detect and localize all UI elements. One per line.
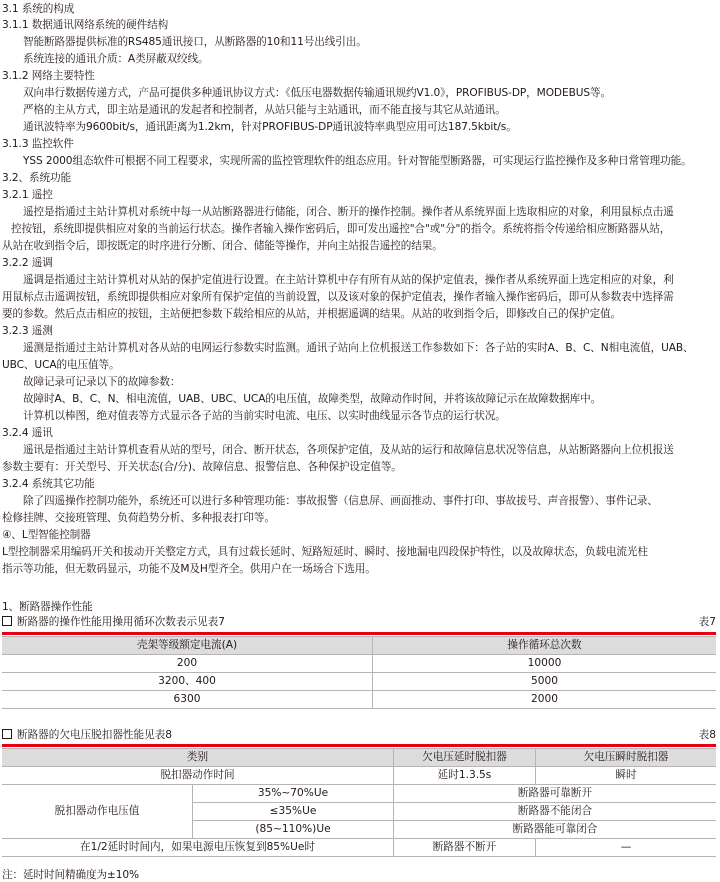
body-text-line: 3.2.4 系统其它功能 (2, 478, 95, 490)
section-title: 1、断路器操作性能 (2, 601, 93, 613)
body-text-line: 遥讯是指通过主站计算机查看从站的型号，闭合、断开状态，各项保护定值，及从站的运行和故障信息状况等信息，从站断路器向上位机报送 (23, 444, 674, 456)
body-text-line: 遥测是指通过主站计算机对各从站的电网运行参数实时监测。通讯子站向上位机报送工作参数如下：各子站的实时A、B、C、N相电流值，UAB、 (23, 342, 694, 354)
table8-number: 表8 (698, 729, 716, 741)
table-cell: 脱扣器动作电压值 (2, 785, 193, 839)
table-cell: 2000 (373, 691, 717, 709)
body-text-line: 用鼠标点击遥调按钮，系统即提供相应对象所有保护定值的当前设置，以及该对象的保护定值表，操作者输入操作密码后，即可从参数表中选择需 (2, 291, 674, 303)
table-row (2, 839, 716, 857)
table-row (2, 655, 716, 673)
body-text-line: 控按钮，系统即提供相应对象的当前运行状态。操作者输入操作密码后，即可发出遥控"合"或"分"的指令。系统将指令传递给相应断路器从站， (11, 223, 671, 235)
body-text-line: 智能断路器提供标准的RS485通讯接口，从断路器的10和11号出线引出。 (23, 36, 367, 48)
table-header-cell: 操作循环总次数 (373, 637, 717, 655)
table-cell: 5000 (373, 673, 717, 691)
table-header-row (2, 637, 716, 655)
table-cell: 在1/2延时时间内，如果电源电压恢复到85%Ue时 (2, 839, 394, 857)
checkbox-square-icon (2, 616, 12, 626)
table8-caption: 断路器的欠电压脱扣器性能见表8 (17, 729, 173, 741)
table-cell: ≤35%Ue (193, 803, 394, 821)
table-header-cell: 欠电压瞬时脱扣器 (536, 749, 717, 767)
body-text-line: 要的参数。然后点击相应的按钮，主站便把参数下载给相应的从站，并根据遥调的结果。从站的收到指令后，即修改自己的保护定值。 (2, 308, 622, 320)
table7-caption-row (2, 615, 716, 629)
table7 (2, 636, 716, 709)
table-row (2, 785, 716, 803)
body-text-line: 故障记录可记录以下的故障参数： (23, 376, 181, 388)
body-text-line: 检修挂牌、交接班管理、负荷趋势分析、多种报表打印等。 (2, 512, 275, 524)
table-row (2, 691, 716, 709)
body-text-line: 3.1.1 数据通讯网络系统的硬件结构 (2, 19, 169, 31)
body-text-line: L型控制器采用编码开关和拔动开关整定方式，具有过载长延时、短路短延时、瞬时、接地漏电四段保护特性，以及故障状态，负载电流光柱 (2, 546, 648, 558)
body-text-line: 3.2.3 遥测 (2, 325, 53, 337)
body-text-line: 系统连接的通讯介质：A类屏蔽双绞线。 (23, 53, 209, 65)
table-cell: 断路器不断开 (394, 839, 536, 857)
table-header-cell: 欠电压延时脱扣器 (394, 749, 536, 767)
body-text-line: 从站在收到指令后，即按既定的时序进行分断、闭合、储能等操作，并向主站报告遥控的结果。 (2, 240, 443, 252)
table-cell: 瞬时 (536, 767, 717, 785)
table-header-cell: 类别 (2, 749, 394, 767)
table-header-row (2, 749, 716, 767)
body-text-line: 故障时A、B、C、N、相电流值，UAB、UBC、UCA的电压值，故障类型，故障动作时间，并将该故障记示在故障数据库中。 (23, 393, 602, 405)
body-text-line: 遥控是指通过主站计算机对系统中每一从站断路器进行储能，闭合、断开的操作控制。操作者从系统界面上选取相应的对象，利用鼠标点击遥 (23, 206, 674, 218)
body-text-line: 3.1.3 监控软件 (2, 138, 74, 150)
body-text-line: 严格的主从方式，即主站是通讯的发起者和控制者，从站只能与主站通讯，而不能直接与其它从站通讯。 (23, 104, 506, 116)
table-header-cell: 壳架等级额定电流(A) (2, 637, 373, 655)
body-text-line: 除了四遥操作控制功能外，系统还可以进行多种管理功能：事故报警（信息屏、画面推动、事件打印、事故拔号、声音报警）、事件记录、 (23, 495, 658, 507)
table7-caption: 断路器的操作性能用操用循环次数表示见表7 (17, 616, 226, 628)
table-cell: (85~110%)Ue (193, 821, 394, 839)
table-cell: 200 (2, 655, 373, 673)
body-text-line: 计算机以棒图，绝对值表等方式显示各子站的当前实时电流、电压、以实时曲线显示各节点的运行状况。 (23, 410, 506, 422)
table-cell: 35%~70%Ue (193, 785, 394, 803)
table7-number: 表7 (698, 616, 716, 628)
table8-red-rule (2, 744, 716, 747)
table-cell: 脱扣器动作时间 (2, 767, 394, 785)
table-cell: 3200、400 (2, 673, 373, 691)
table8 (2, 748, 716, 857)
body-text-line: ④、L型智能控制器 (2, 529, 91, 541)
body-text-line: YSS 2000组态软件可根据不同工程要求，实现所需的监控管理软件的组态应用。针对智能型断路器，可实现运行监控操作及多种日常管理功能。 (23, 155, 692, 167)
body-text-line: 3.2、系统功能 (2, 172, 72, 184)
body-text-line: UBC、UCA的电压值等。 (2, 359, 120, 371)
table-cell: — (536, 839, 717, 857)
body-text-line: 3.1.2 网络主要特性 (2, 70, 95, 82)
table-cell: 10000 (373, 655, 717, 673)
table-row (2, 673, 716, 691)
table-cell: 断路器可靠断开 (394, 785, 717, 803)
body-text-line: 双向串行数据传递方式，产品可提供多种通讯协议方式：《低压电器数据传输通讯规约V1.0》，PROFIBUS-DP，MODEBUS等。 (23, 87, 612, 99)
table7-red-rule (2, 632, 716, 635)
body-text-line: 3.2.2 遥调 (2, 257, 53, 269)
table-row (2, 767, 716, 785)
body-text-line: 3.2.1 遥控 (2, 189, 53, 201)
table-cell: 6300 (2, 691, 373, 709)
table-cell: 断路器不能闭合 (394, 803, 717, 821)
table-cell: 延时1.3.5s (394, 767, 536, 785)
body-text-line: 遥调是指通过主站计算机对从站的保护定值进行设置。在主站计算机中存有所有从站的保护定值表，操作者从系统界面上选定相应的对象，利 (23, 274, 674, 286)
body-text-line: 指示等功能，但无数码显示，功能不及M及H型齐全。供用户在一场场合下选用。 (2, 563, 376, 575)
checkbox-square-icon (2, 729, 12, 739)
table-cell: 断路器能可靠闭合 (394, 821, 717, 839)
body-text-line: 参数主要有：开关型号、开关状态(合/分)、故障信息、报警信息、各种保护设定值等。 (2, 461, 402, 473)
table8-caption-row (2, 728, 716, 742)
body-text-line: 通讯波特率为9600bit/s，通讯距离为1.2km，针对PROFIBUS-DP通讯波特率典型应用可达187.5kbit/s。 (23, 121, 517, 133)
table-note: 注：延时时间精确度为±10% (2, 869, 139, 881)
body-text-line: 3.1 系统的构成 (2, 3, 75, 15)
body-text-line: 3.2.4 遥讯 (2, 427, 53, 439)
